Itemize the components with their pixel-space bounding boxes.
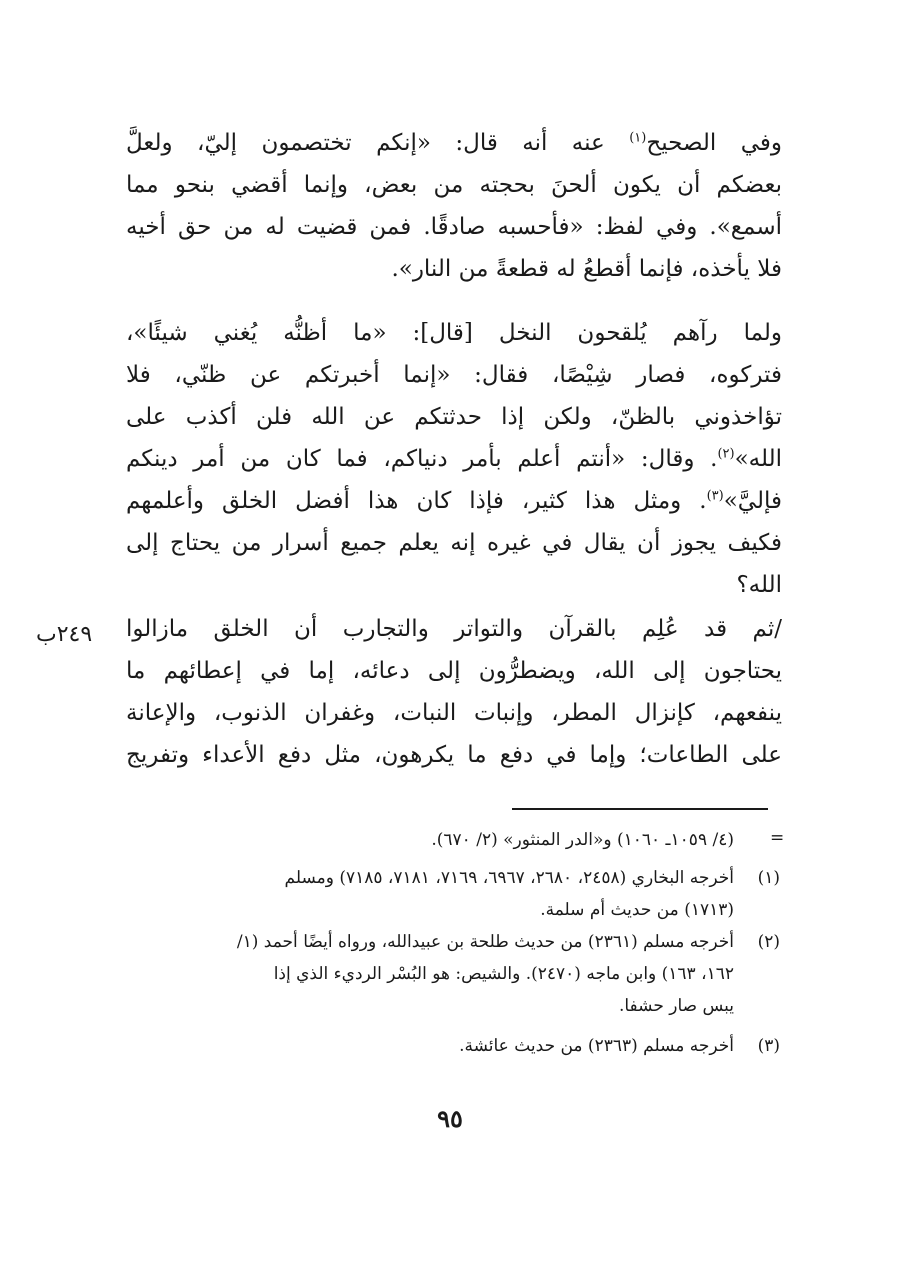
text-line: بعضكم أن يكون ألحنَ بحجته من بعض، وإنما أقضي بنحو مما [126, 172, 782, 198]
footnote-line: أخرجه مسلم (٢٣٦١) من حديث طلحة بن عبيدالله، ورواه أيضًا أحمد (١/ [236, 932, 734, 952]
paragraph-2 [126, 312, 782, 606]
text-line: تؤاخذوني بالظنّ، ولكن إذا حدثتكم عن الله فلن أكذب على [126, 404, 782, 430]
text-line: فتركوه، فصار شِيْصًا، فقال: «إنما أخبرتكم عن ظنّي، فلا [126, 362, 782, 388]
text-line: أسمع». وفي لفظ: «فأحسبه صادقًا. فمن قضيت له من حق أخيه [126, 214, 782, 240]
footnote-2 [100, 926, 780, 1022]
continuation-mark: = [770, 828, 785, 848]
footnote-continuation [100, 824, 780, 856]
text-line: على الطاعات؛ وإما في دفع ما يكرهون، مثل دفع الأعداء وتفريج [126, 742, 782, 768]
footnote-1 [100, 862, 780, 926]
manuscript-folio-note: ٢٤٩ب [36, 622, 93, 647]
footnote-line: (١٧١٣) من حديث أم سلمة. [540, 900, 734, 920]
footnote-number: (١) [757, 868, 780, 888]
footnote-line: يبس صار حشفا. [618, 996, 734, 1016]
footnote-3 [100, 1030, 780, 1062]
text-line: وفي الصحيح$^{(١)}$ عنه أنه قال: «إنكم تختصمون إليّ، ولعلَّ [126, 130, 783, 156]
text-line: فلا يأخذه، فإنما أقطعُ له قطعةً من النار». [391, 256, 782, 282]
footnote-line: (٤/ ١٠٥٩ـ ١٠٦٠) و«الدر المنثور» (٢/ ٦٧٠). [431, 830, 734, 850]
footnote-line: أخرجه البخاري (٢٤٥٨، ٢٦٨٠، ٦٩٦٧، ٧١٦٩، ٧١٨١، ٧١٨٥) ومسلم [284, 868, 734, 888]
paragraph-3 [126, 608, 782, 776]
footnote-line: ١٦٢، ١٦٣) وابن ماجه (٢٤٧٠). والشيص: هو البُسْر الرديء الذي إذا [273, 964, 734, 984]
text-line: يحتاجون إلى الله، ويضطرُّون إلى دعائه، إما في إعطائهم ما [126, 658, 782, 684]
footnote-marker: (٢) [717, 446, 735, 462]
footnote-marker: (٣) [706, 488, 724, 504]
footnote-divider [512, 808, 768, 810]
text-line: الله؟ [736, 572, 782, 598]
text-line: فإليَّ»$^{(٣)}$. ومثل هذا كثير، فإذا كان هذا أفضل الخلق وأعلمهم [126, 488, 782, 514]
footnote-line: أخرجه مسلم (٢٣٦٣) من حديث عائشة. [459, 1036, 734, 1056]
text-line: الله»$^{(٢)}$. وقال: «أنتم أعلم بأمر دنياكم، فما كان من أمر دينكم [126, 446, 783, 472]
paragraph-1 [126, 122, 782, 290]
footnote-number: (٣) [757, 1036, 780, 1056]
text-line: فكيف يجوز أن يقال في غيره إنه يعلم جميع أسرار من يحتاج إلى [126, 530, 782, 556]
text-line: /ثم قد عُلِم بالقرآن والتواتر والتجارب أن الخلق مازالوا [126, 616, 782, 642]
text-line: ينفعهم، كإنزال المطر، وإنبات النبات، وغفران الذنوب، والإعانة [126, 700, 782, 726]
footnote-marker: (١) [629, 130, 647, 146]
page-number: ٩٥ [437, 1104, 463, 1133]
footnote-number: (٢) [757, 932, 780, 952]
text-line: ولما رآهم يُلقحون النخل [قال]: «ما أظنُّه يُغني شيئًا»، [126, 320, 782, 346]
